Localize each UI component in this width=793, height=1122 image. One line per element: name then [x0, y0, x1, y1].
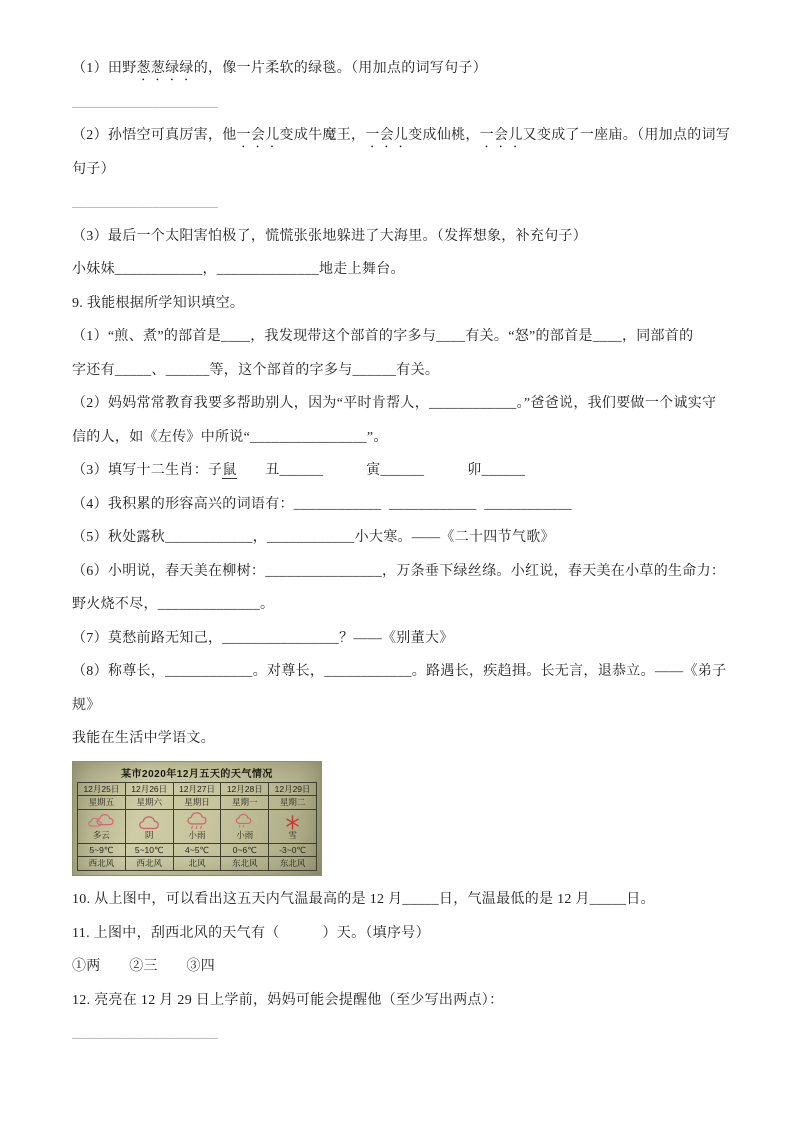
clouds-icon [78, 812, 125, 830]
document-content [72, 52, 732, 1051]
question-3-fill [72, 253, 732, 287]
weather-table [77, 782, 317, 872]
text-segment: （4）我积累的形容高兴的词语有：____________ ____________ ____________ [72, 496, 572, 512]
date-cell: 12月26日 [125, 782, 173, 796]
text-segment: （2）孙悟空可真厉害，他 [72, 128, 237, 143]
dotted-emphasis-word: 一会儿 [236, 128, 280, 143]
weekday-cell: 星期五 [78, 796, 126, 810]
answer-blank-row [72, 186, 732, 220]
condition-label: 阴 [144, 829, 154, 840]
text-segment: （3）填写十二生肖：子 [72, 463, 223, 478]
weather-cell [269, 809, 317, 843]
weekday-cell: 星期六 [125, 796, 173, 810]
weekday-cell-row [78, 796, 317, 810]
weather-table-title: 某市2020年12月五天的天气情况 [121, 768, 273, 780]
question-3 [72, 220, 732, 254]
answer-blank-row [72, 86, 732, 120]
text-segment: 信的人，如《左传》中所说“________________”。 [72, 429, 388, 445]
answer-blank-line: ____________________ [72, 94, 218, 110]
text-segment: （6）小明说，春天美在柳树：________________，万条垂下绿丝绦。小红说，春天美在小草的生命力： [72, 563, 726, 579]
temperature-cell: -3~0℃ [269, 843, 317, 857]
temperature-cell: 5~10℃ [125, 843, 173, 857]
question-12 [72, 984, 732, 1018]
text-segment: 变成牛魔王， [279, 128, 366, 143]
text-segment: （5）秋处露秋____________，____________小大寒。——《二十四节气歌》 [72, 530, 555, 545]
condition-label: 多云 [92, 829, 110, 840]
weather-cell [221, 809, 269, 843]
document-lines-top [72, 52, 732, 756]
weather-cell-row [78, 809, 317, 843]
wind-cell: 西北风 [125, 857, 173, 871]
date-cell-row [78, 782, 317, 796]
question-11-options [72, 950, 732, 984]
weekday-cell: 星期二 [269, 796, 317, 810]
rain-small-icon [221, 812, 268, 830]
text-segment: 丑______ 寅______ 卯______ [236, 463, 526, 478]
text-segment: （1）“煎、煮”的部首是____，我发现带这个部首的字多与____有关。“怒”的部首是____，同部首的 [72, 329, 694, 344]
wind-cell: 东北风 [221, 857, 269, 871]
temperature-cell: 0~6℃ [221, 843, 269, 857]
text-segment: 11. 上图中，刮西北风的天气有（ ）天。（填序号） [72, 925, 430, 941]
date-cell: 12月27日 [173, 782, 221, 796]
q9-1 [72, 320, 732, 354]
q9-5 [72, 521, 732, 555]
section-note [72, 722, 732, 756]
date-cell: 12月28日 [221, 782, 269, 796]
text-segment: ①两 ②三 ③四 [72, 959, 215, 974]
text-segment: （2）妈妈常常教育我要多帮助别人，因为“平时肯帮人，____________。”爸爸说，我们要做一个诚实守 [72, 396, 717, 411]
q9-6-cont [72, 588, 732, 622]
weekday-cell: 星期日 [173, 796, 221, 810]
temperature-cell: 4~5℃ [173, 843, 221, 857]
text-segment: 规》 [72, 697, 101, 713]
weather-cell [78, 809, 126, 843]
q9-3 [72, 454, 732, 488]
text-segment: 野火烧不尽，______________。 [72, 597, 275, 612]
answer-blank-line: ____________________ [72, 1026, 218, 1041]
q9-1-cont [72, 354, 732, 388]
condition-label: 雪 [288, 829, 297, 840]
answer-blank-row [72, 1017, 732, 1051]
wind-cell: 东北风 [269, 857, 317, 871]
temperature-cell-row [78, 843, 317, 857]
weather-cell [125, 809, 173, 843]
text-segment: （1）田野 [72, 61, 137, 76]
weather-photo [72, 761, 322, 877]
q9-8 [72, 655, 732, 689]
q9-6 [72, 555, 732, 589]
date-cell: 12月25日 [78, 782, 126, 796]
q9-7 [72, 622, 732, 656]
condition-label: 小雨 [236, 829, 254, 840]
condition-label: 小雨 [188, 829, 206, 840]
text-segment: 又变成了一座庙。（用加点的词写 [522, 128, 731, 143]
answer-blank-line: ____________________ [72, 195, 218, 210]
question-2-cont [72, 153, 732, 187]
weekday-cell: 星期一 [221, 796, 269, 810]
question-1 [72, 52, 732, 86]
text-segment: 我能在生活中学语文。 [72, 731, 215, 746]
text-segment: 小妹妹____________，______________地走上舞台。 [72, 262, 405, 277]
dotted-emphasis-word: 一会儿 [365, 128, 409, 143]
text-segment: 12. 亮亮在 12 月 29 日上学前，妈妈可能会提醒他（至少写出两点）： [72, 992, 504, 1008]
cloud-icon [126, 812, 173, 830]
text-segment: 变成仙桃， [408, 128, 480, 143]
weather-cell [173, 809, 221, 843]
underlined-example-word: 鼠 [222, 463, 237, 478]
dotted-emphasis-word: 一会儿 [479, 128, 523, 143]
wind-cell: 西北风 [78, 857, 126, 871]
q9-4 [72, 488, 732, 522]
question-9-stem [72, 287, 732, 321]
question-10 [72, 883, 732, 917]
question-11 [72, 917, 732, 951]
q9-2 [72, 387, 732, 421]
document-lines-bottom [72, 883, 732, 1051]
text-segment: 的，像一片柔软的绿毯。（用加点的词写句子） [193, 61, 488, 76]
rain-icon [174, 812, 221, 830]
snow-icon [269, 812, 316, 830]
q9-2-cont [72, 421, 732, 455]
wind-cell: 北风 [173, 857, 221, 871]
dotted-emphasis-word: 葱葱绿绿 [136, 61, 194, 76]
wind-cell-row [78, 857, 317, 871]
text-segment: 字还有_____、______等，这个部首的字多与______有关。 [72, 362, 440, 378]
text-segment: （8）称尊长，____________。对尊长，____________。路遇长，疾趋揖。长无言，退恭立。——《弟子 [72, 664, 727, 679]
date-cell: 12月29日 [269, 782, 317, 796]
q9-8-cont [72, 689, 732, 723]
text-segment: （3）最后一个太阳害怕极了，慌慌张张地躲进了大海里。（发挥想象，补充句子） [72, 228, 588, 244]
text-segment: 9. 我能根据所学知识填空。 [72, 295, 245, 311]
text-segment: （7）莫愁前路无知己，________________？——《别董大》 [72, 630, 454, 646]
temperature-cell: 5~9℃ [78, 843, 126, 857]
question-2 [72, 119, 732, 153]
text-segment: 10. 从上图中，可以看出这五天内气温最高的是 12 月_____日，气温最低的是 12 月_____日。 [72, 892, 655, 907]
text-segment: 句子） [72, 161, 115, 177]
